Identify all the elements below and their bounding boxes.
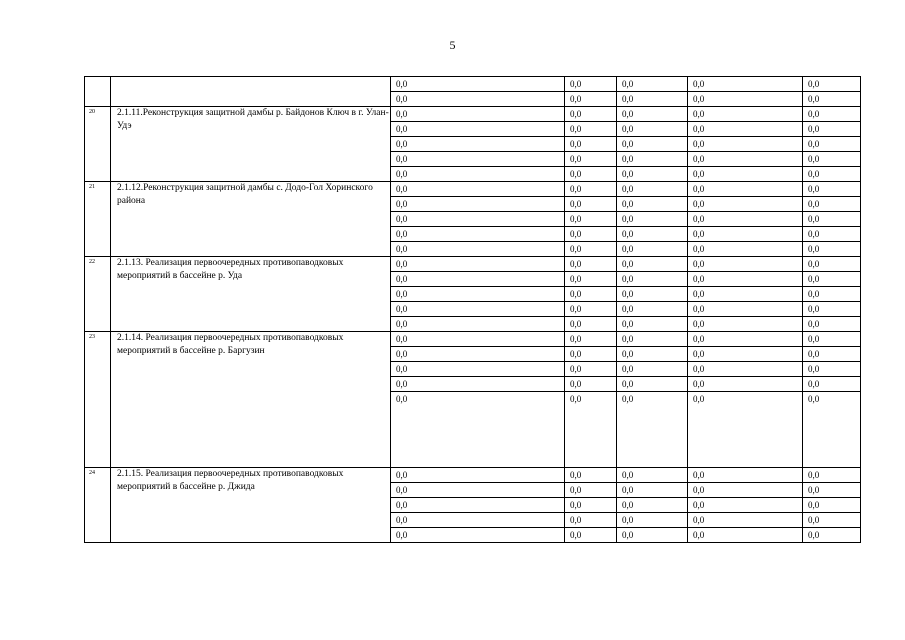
value-cell: 0,0	[688, 77, 803, 92]
value-cell: 0,0	[565, 257, 617, 272]
value-cell: 0,0	[688, 152, 803, 167]
value-cell: 0,0	[565, 513, 617, 528]
value-cell: 0,0	[565, 362, 617, 377]
value-cell: 0,0	[617, 513, 688, 528]
row-number-cell: 23	[85, 332, 111, 468]
value-cell: 0,0	[688, 468, 803, 483]
value-cell: 0,0	[391, 227, 565, 242]
value-cell: 0,0	[688, 182, 803, 197]
value-cell: 0,0	[391, 498, 565, 513]
value-cell: 0,0	[617, 483, 688, 498]
value-cell: 0,0	[391, 347, 565, 362]
value-cell: 0,0	[617, 347, 688, 362]
value-cell: 0,0	[803, 317, 861, 332]
value-cell: 0,0	[803, 182, 861, 197]
value-cell: 0,0	[688, 167, 803, 182]
value-cell: 0,0	[391, 483, 565, 498]
value-cell: 0,0	[688, 377, 803, 392]
value-cell: 0,0	[565, 227, 617, 242]
value-cell: 0,0	[617, 287, 688, 302]
value-cell: 0,0	[803, 242, 861, 257]
value-cell: 0,0	[391, 197, 565, 212]
value-cell: 0,0	[565, 212, 617, 227]
row-number-cell: 22	[85, 257, 111, 332]
value-cell: 0,0	[391, 362, 565, 377]
value-cell: 0,0	[617, 332, 688, 347]
table-row	[85, 77, 861, 92]
value-cell: 0,0	[565, 107, 617, 122]
value-cell: 0,0	[803, 107, 861, 122]
value-cell: 0,0	[565, 498, 617, 513]
value-cell: 0,0	[688, 227, 803, 242]
value-cell: 0,0	[803, 347, 861, 362]
value-cell: 0,0	[391, 137, 565, 152]
value-cell: 0,0	[688, 272, 803, 287]
value-cell: 0,0	[565, 272, 617, 287]
description-cell: 2.1.14. Реализация первоочередных противопаводковых мероприятий в бассейне р. Баргузин	[111, 332, 391, 468]
value-cell: 0,0	[391, 182, 565, 197]
value-cell: 0,0	[391, 152, 565, 167]
table-row	[85, 257, 861, 272]
value-cell: 0,0	[391, 302, 565, 317]
description-cell: 2.1.12.Реконструкция защитной дамбы с. Додо-Гол Хоринского района	[111, 182, 391, 257]
value-cell: 0,0	[617, 302, 688, 317]
value-cell: 0,0	[803, 483, 861, 498]
value-cell: 0,0	[617, 377, 688, 392]
row-number-cell: 24	[85, 468, 111, 543]
value-cell: 0,0	[391, 242, 565, 257]
value-cell: 0,0	[565, 347, 617, 362]
value-cell: 0,0	[565, 483, 617, 498]
page-number: 5	[449, 38, 456, 52]
value-cell: 0,0	[617, 77, 688, 92]
value-cell: 0,0	[617, 257, 688, 272]
value-cell: 0,0	[803, 498, 861, 513]
value-cell: 0,0	[803, 272, 861, 287]
value-cell: 0,0	[688, 242, 803, 257]
value-cell: 0,0	[688, 197, 803, 212]
value-cell: 0,0	[565, 468, 617, 483]
value-cell: 0,0	[565, 287, 617, 302]
value-cell: 0,0	[565, 77, 617, 92]
value-cell: 0,0	[565, 377, 617, 392]
value-cell: 0,0	[565, 242, 617, 257]
value-cell: 0,0	[565, 182, 617, 197]
table-row	[85, 468, 861, 483]
value-cell: 0,0	[803, 167, 861, 182]
value-cell: 0,0	[617, 227, 688, 242]
budget-table	[84, 76, 861, 543]
value-cell: 0,0	[688, 107, 803, 122]
row-number-cell: 21	[85, 182, 111, 257]
value-cell: 0,0	[803, 287, 861, 302]
table-row	[85, 332, 861, 347]
value-cell: 0,0	[391, 257, 565, 272]
value-cell: 0,0	[803, 122, 861, 137]
value-cell: 0,0	[391, 528, 565, 543]
value-cell: 0,0	[391, 513, 565, 528]
value-cell: 0,0	[565, 317, 617, 332]
value-cell: 0,0	[565, 197, 617, 212]
value-cell: 0,0	[391, 287, 565, 302]
value-cell: 0,0	[565, 332, 617, 347]
value-cell: 0,0	[617, 182, 688, 197]
value-cell: 0,0	[391, 332, 565, 347]
table-body	[85, 77, 861, 543]
value-cell: 0,0	[688, 257, 803, 272]
description-cell: 2.1.11.Реконструкция защитной дамбы р. Байдонов Ключ в г. Улан-Удэ	[111, 107, 391, 182]
value-cell: 0,0	[803, 77, 861, 92]
value-cell: 0,0	[688, 498, 803, 513]
value-cell: 0,0	[803, 137, 861, 152]
value-cell: 0,0	[617, 528, 688, 543]
value-cell: 0,0	[803, 197, 861, 212]
value-cell: 0,0	[391, 122, 565, 137]
value-cell: 0,0	[688, 212, 803, 227]
value-cell: 0,0	[617, 468, 688, 483]
value-cell: 0,0	[617, 498, 688, 513]
value-cell: 0,0	[391, 317, 565, 332]
value-cell: 0,0	[803, 528, 861, 543]
value-cell: 0,0	[617, 242, 688, 257]
value-cell: 0,0	[688, 287, 803, 302]
value-cell: 0,0	[803, 302, 861, 317]
value-cell: 0,0	[391, 468, 565, 483]
value-cell: 0,0	[617, 197, 688, 212]
value-cell: 0,0	[565, 122, 617, 137]
value-cell: 0,0	[688, 302, 803, 317]
value-cell: 0,0	[391, 107, 565, 122]
row-number-cell	[85, 77, 111, 107]
value-cell: 0,0	[688, 122, 803, 137]
value-cell: 0,0	[803, 212, 861, 227]
value-cell: 0,0	[688, 483, 803, 498]
value-cell: 0,0	[391, 92, 565, 107]
value-cell: 0,0	[803, 377, 861, 392]
value-cell: 0,0	[565, 392, 617, 468]
value-cell: 0,0	[803, 92, 861, 107]
value-cell: 0,0	[688, 317, 803, 332]
value-cell: 0,0	[391, 167, 565, 182]
description-cell	[111, 77, 391, 107]
value-cell: 0,0	[565, 167, 617, 182]
value-cell: 0,0	[803, 332, 861, 347]
value-cell: 0,0	[565, 152, 617, 167]
description-cell: 2.1.13. Реализация первоочередных противопаводковых мероприятий в бассейне р. Уда	[111, 257, 391, 332]
value-cell: 0,0	[688, 332, 803, 347]
value-cell: 0,0	[688, 347, 803, 362]
value-cell: 0,0	[617, 122, 688, 137]
value-cell: 0,0	[391, 377, 565, 392]
value-cell: 0,0	[617, 362, 688, 377]
value-cell: 0,0	[803, 257, 861, 272]
value-cell: 0,0	[617, 212, 688, 227]
value-cell: 0,0	[688, 137, 803, 152]
value-cell: 0,0	[688, 92, 803, 107]
row-number-cell: 20	[85, 107, 111, 182]
value-cell: 0,0	[565, 302, 617, 317]
value-cell: 0,0	[565, 92, 617, 107]
value-cell: 0,0	[688, 362, 803, 377]
table-row	[85, 107, 861, 122]
value-cell: 0,0	[803, 227, 861, 242]
value-cell: 0,0	[617, 167, 688, 182]
value-cell: 0,0	[803, 392, 861, 468]
value-cell: 0,0	[391, 77, 565, 92]
table-row	[85, 182, 861, 197]
value-cell: 0,0	[617, 272, 688, 287]
value-cell: 0,0	[391, 272, 565, 287]
value-cell: 0,0	[617, 392, 688, 468]
value-cell: 0,0	[803, 468, 861, 483]
value-cell: 0,0	[565, 528, 617, 543]
value-cell: 0,0	[617, 92, 688, 107]
value-cell: 0,0	[803, 152, 861, 167]
description-cell: 2.1.15. Реализация первоочередных противопаводковых мероприятий в бассейне р. Джида	[111, 468, 391, 543]
value-cell: 0,0	[565, 137, 617, 152]
value-cell: 0,0	[803, 362, 861, 377]
value-cell: 0,0	[391, 392, 565, 468]
value-cell: 0,0	[617, 152, 688, 167]
value-cell: 0,0	[617, 107, 688, 122]
value-cell: 0,0	[617, 137, 688, 152]
value-cell: 0,0	[391, 212, 565, 227]
value-cell: 0,0	[617, 317, 688, 332]
value-cell: 0,0	[688, 513, 803, 528]
value-cell: 0,0	[803, 513, 861, 528]
value-cell: 0,0	[688, 528, 803, 543]
value-cell: 0,0	[688, 392, 803, 468]
